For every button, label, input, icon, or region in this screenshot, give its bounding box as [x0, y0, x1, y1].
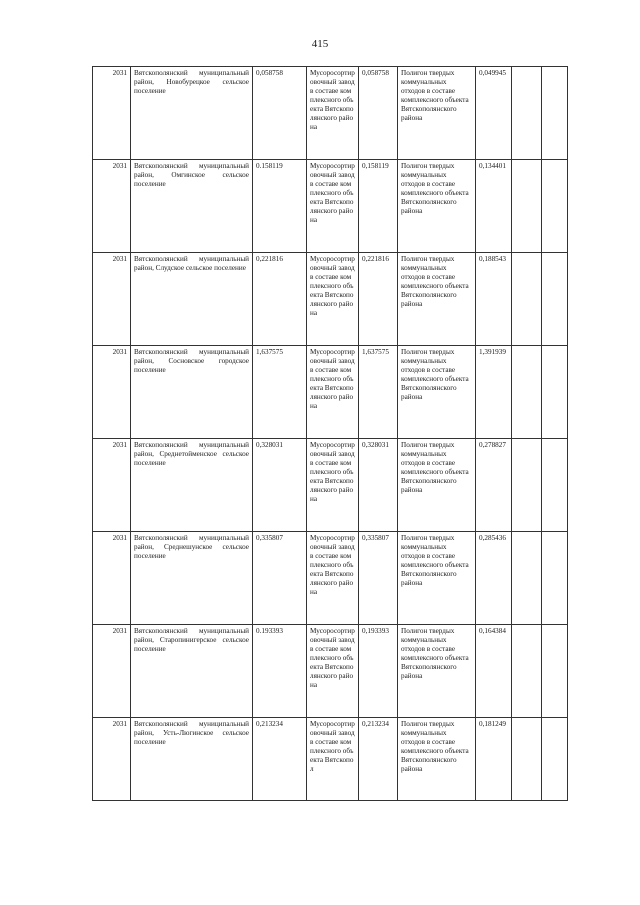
landfill-amount-cell: 0,134401 [476, 160, 512, 253]
facility-cell: Мусоросортировочный завод в составе комплексного объекта Вятскополянского района [307, 160, 359, 253]
landfill-cell: Полигон твердых коммунальных отходов в составе комплексного объекта Вятскополянского района [398, 439, 476, 532]
empty-cell [512, 718, 542, 801]
table-row [93, 253, 568, 346]
facility-amount-cell: 0,213234 [359, 718, 398, 801]
empty-cell [542, 532, 568, 625]
landfill-cell: Полигон твердых коммунальных отходов в составе комплексного объекта Вятскополянского района [398, 67, 476, 160]
table-body [93, 67, 568, 801]
empty-cell [512, 67, 542, 160]
amount-cell: 0,221816 [253, 253, 307, 346]
table-row [93, 160, 568, 253]
amount-cell: 1,637575 [253, 346, 307, 439]
year-cell: 2031 [93, 346, 131, 439]
year-cell: 2031 [93, 625, 131, 718]
landfill-cell: Полигон твердых коммунальных отходов в составе комплексного объекта Вятскополянского района [398, 718, 476, 801]
landfill-amount-cell: 0,164384 [476, 625, 512, 718]
empty-cell [542, 67, 568, 160]
year-cell: 2031 [93, 253, 131, 346]
empty-cell [512, 439, 542, 532]
year-cell: 2031 [93, 160, 131, 253]
facility-amount-cell: 0,335807 [359, 532, 398, 625]
landfill-amount-cell: 0,049945 [476, 67, 512, 160]
facility-amount-cell: 0,058758 [359, 67, 398, 160]
landfill-cell: Полигон твердых коммунальных отходов в составе комплексного объекта Вятскополянского района [398, 346, 476, 439]
amount-cell: 0,213234 [253, 718, 307, 801]
facility-cell: Мусоросортировочный завод в составе комплексного объекта Вятскопол [307, 718, 359, 801]
facility-cell: Мусоросортировочный завод в составе комплексного объекта Вятскополянского района [307, 346, 359, 439]
landfill-amount-cell: 0,285436 [476, 532, 512, 625]
amount-cell: 0.158119 [253, 160, 307, 253]
table-row [93, 718, 568, 801]
amount-cell: 0,328031 [253, 439, 307, 532]
empty-cell [542, 346, 568, 439]
empty-cell [542, 625, 568, 718]
source-cell: Вятскополянский муниципальный район, Слудское сельское поселение [131, 253, 253, 346]
source-cell: Вятскополянский муниципальный район, Сосновское городское поселение [131, 346, 253, 439]
amount-cell: 0,335807 [253, 532, 307, 625]
source-cell: Вятскополянский муниципальный район, Старопинигерское сельское поселение [131, 625, 253, 718]
source-cell: Вятскополянский муниципальный район, Омгинское сельское поселение [131, 160, 253, 253]
facility-cell: Мусоросортировочный завод в составе комплексного объекта Вятскополянского района [307, 67, 359, 160]
facility-amount-cell: 0,193393 [359, 625, 398, 718]
empty-cell [512, 346, 542, 439]
facility-cell: Мусоросортировочный завод в составе комплексного объекта Вятскополянского района [307, 532, 359, 625]
amount-cell: 0.193393 [253, 625, 307, 718]
facility-amount-cell: 1,637575 [359, 346, 398, 439]
facility-amount-cell: 0,328031 [359, 439, 398, 532]
landfill-cell: Полигон твердых коммунальных отходов в составе комплексного объекта Вятскополянского района [398, 253, 476, 346]
source-cell: Вятскополянский муниципальный район, Новобурецкое сельское поселение [131, 67, 253, 160]
table-row [93, 532, 568, 625]
facility-cell: Мусоросортировочный завод в составе комплексного объекта Вятскополянского района [307, 253, 359, 346]
empty-cell [512, 532, 542, 625]
source-cell: Вятскополянский муниципальный район, Среднешунское сельское поселение [131, 532, 253, 625]
year-cell: 2031 [93, 67, 131, 160]
table-row [93, 439, 568, 532]
table-row [93, 67, 568, 160]
table-row [93, 346, 568, 439]
year-cell: 2031 [93, 439, 131, 532]
empty-cell [512, 625, 542, 718]
facility-amount-cell: 0,158119 [359, 160, 398, 253]
empty-cell [542, 718, 568, 801]
empty-cell [512, 160, 542, 253]
facility-amount-cell: 0,221816 [359, 253, 398, 346]
landfill-cell: Полигон твердых коммунальных отходов в составе комплексного объекта Вятскополянского района [398, 532, 476, 625]
source-cell: Вятскополянский муниципальный район, Усть-Люгинское сельское поселение [131, 718, 253, 801]
year-cell: 2031 [93, 532, 131, 625]
landfill-amount-cell: 0,181249 [476, 718, 512, 801]
landfill-amount-cell: 0,188543 [476, 253, 512, 346]
landfill-cell: Полигон твердых коммунальных отходов в составе комплексного объекта Вятскополянского района [398, 160, 476, 253]
empty-cell [542, 160, 568, 253]
amount-cell: 0,058758 [253, 67, 307, 160]
table-row [93, 625, 568, 718]
landfill-amount-cell: 1,391939 [476, 346, 512, 439]
waste-flow-table [92, 66, 568, 801]
page-number: 415 [311, 38, 329, 50]
landfill-cell: Полигон твердых коммунальных отходов в составе комплексного объекта Вятскополянского района [398, 625, 476, 718]
empty-cell [512, 253, 542, 346]
facility-cell: Мусоросортировочный завод в составе комплексного объекта Вятскополянского района [307, 439, 359, 532]
source-cell: Вятскополянский муниципальный район, Среднетойменское сельское поселение [131, 439, 253, 532]
facility-cell: Мусоросортировочный завод в составе комплексного объекта Вятскополянского района [307, 625, 359, 718]
year-cell: 2031 [93, 718, 131, 801]
landfill-amount-cell: 0,278827 [476, 439, 512, 532]
empty-cell [542, 439, 568, 532]
empty-cell [542, 253, 568, 346]
